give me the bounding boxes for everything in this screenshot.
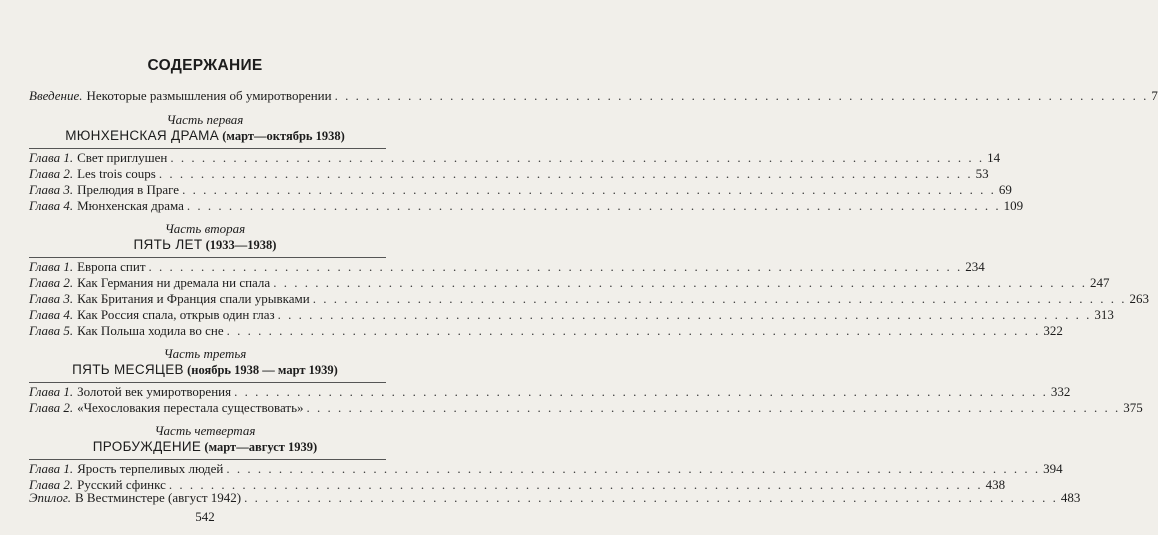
page-number: 542 xyxy=(195,509,215,524)
entry-label: Глава 2. xyxy=(29,166,74,181)
toc-entry xyxy=(29,291,1149,307)
entry-title: Как Британия и Франция спали урывками xyxy=(77,291,310,306)
entry-label: Глава 1. xyxy=(29,150,74,165)
leader-dots xyxy=(273,275,1087,291)
entry-label: Глава 2. xyxy=(29,477,74,492)
entry-page: 438 xyxy=(985,477,1006,492)
entry-title: Свет приглушен xyxy=(77,150,168,165)
leader-dots xyxy=(227,323,1041,339)
divider-rule xyxy=(29,148,386,149)
entry-title: Как Германия ни дремала ни спала xyxy=(77,275,271,290)
part-2-title xyxy=(0,237,410,253)
entry-title: Les trois coups xyxy=(77,166,156,181)
entry-label: Введение. xyxy=(29,88,83,103)
divider-rule xyxy=(29,382,386,383)
entry-label: Глава 4. xyxy=(29,307,74,322)
entry-label: Глава 1. xyxy=(29,461,74,476)
leader-dots xyxy=(187,198,1001,214)
divider-rule xyxy=(29,459,386,460)
toc-entry xyxy=(29,323,1063,339)
entry-page: 483 xyxy=(1060,490,1081,505)
toc-entry-intro xyxy=(29,88,1158,104)
leader-dots xyxy=(307,400,1121,416)
entry-title: В Вестминстере (август 1942) xyxy=(75,490,242,505)
toc-entry xyxy=(29,182,1012,198)
entry-page: 322 xyxy=(1043,323,1063,338)
entry-page: 69 xyxy=(998,182,1012,197)
part-3-title xyxy=(0,362,410,378)
part-1-title xyxy=(0,128,410,144)
part-dates: (ноябрь 1938 — март 1939) xyxy=(187,363,338,377)
part-dates: (1933—1938) xyxy=(205,238,277,252)
entry-title: Как Россия спала, открыв один глаз xyxy=(77,307,275,322)
toc-entry-epilogue xyxy=(29,490,1081,506)
toc-entry xyxy=(29,384,1071,400)
entry-page: 332 xyxy=(1050,384,1071,399)
part-4-label: Часть четвертая xyxy=(154,423,256,438)
entry-label: Глава 2. xyxy=(29,275,74,290)
entry-title: «Чехословакия перестала существовать» xyxy=(77,400,304,415)
leader-dots xyxy=(335,88,1149,104)
entry-page: 7 xyxy=(1151,88,1158,103)
toc-entry xyxy=(29,259,985,275)
part-title-text: ПРОБУЖДЕНИЕ xyxy=(92,439,202,454)
entry-page: 247 xyxy=(1089,275,1110,290)
leader-dots xyxy=(182,182,996,198)
entry-label: Глава 2. xyxy=(29,400,74,415)
entry-title: Золотой век умиротворения xyxy=(77,384,232,399)
leader-dots xyxy=(244,490,1058,506)
part-4-title xyxy=(0,439,410,455)
entry-title: Мюнхенская драма xyxy=(77,198,184,213)
toc-entry xyxy=(29,400,1143,416)
entry-title: Европа спит xyxy=(77,259,146,274)
entry-title: Некоторые размышления об умиротворении xyxy=(86,88,332,103)
entry-page: 375 xyxy=(1123,400,1143,415)
toc-entry xyxy=(29,150,1001,166)
divider-rule xyxy=(29,257,386,258)
part-dates: (март—октябрь 1938) xyxy=(222,129,345,143)
part-2-label: Часть вторая xyxy=(164,221,246,236)
toc-entry xyxy=(29,198,1024,214)
toc-entry xyxy=(29,166,989,182)
entry-label: Глава 1. xyxy=(29,384,74,399)
leader-dots xyxy=(313,291,1127,307)
toc-entry xyxy=(29,461,1063,477)
toc-entry xyxy=(29,275,1110,291)
entry-label: Эпилог. xyxy=(29,490,71,505)
entry-page: 109 xyxy=(1003,198,1024,213)
leader-dots xyxy=(234,384,1048,400)
part-dates: (март—август 1939) xyxy=(204,440,318,454)
part-3-label: Часть третья xyxy=(163,346,247,361)
entry-page: 234 xyxy=(965,259,985,274)
part-title-text: МЮНХЕНСКАЯ ДРАМА xyxy=(65,128,219,143)
leader-dots xyxy=(159,166,973,182)
entry-label: Глава 1. xyxy=(29,259,74,274)
entry-title: Русский сфинкс xyxy=(77,477,166,492)
entry-label: Глава 4. xyxy=(29,198,74,213)
toc-heading: СОДЕРЖАНИЕ xyxy=(147,57,263,74)
part-1-label: Часть первая xyxy=(166,112,244,127)
toc-entry xyxy=(29,307,1114,323)
part-title-text: ПЯТЬ ЛЕТ xyxy=(133,237,203,252)
entry-title: Ярость терпеливых людей xyxy=(77,461,224,476)
part-title-text: ПЯТЬ МЕСЯЦЕВ xyxy=(72,362,184,377)
leader-dots xyxy=(278,307,1092,323)
leader-dots xyxy=(226,461,1040,477)
entry-page: 263 xyxy=(1129,291,1149,306)
entry-title: Прелюдия в Праге xyxy=(77,182,180,197)
entry-title: Как Польша ходила во сне xyxy=(77,323,224,338)
entry-label: Глава 5. xyxy=(29,323,74,338)
entry-page: 313 xyxy=(1094,307,1114,322)
leader-dots xyxy=(170,150,984,166)
entry-page: 14 xyxy=(987,150,1001,165)
entry-page: 394 xyxy=(1043,461,1063,476)
entry-page: 53 xyxy=(975,166,989,181)
leader-dots xyxy=(149,259,963,275)
entry-label: Глава 3. xyxy=(29,182,74,197)
entry-label: Глава 3. xyxy=(29,291,74,306)
